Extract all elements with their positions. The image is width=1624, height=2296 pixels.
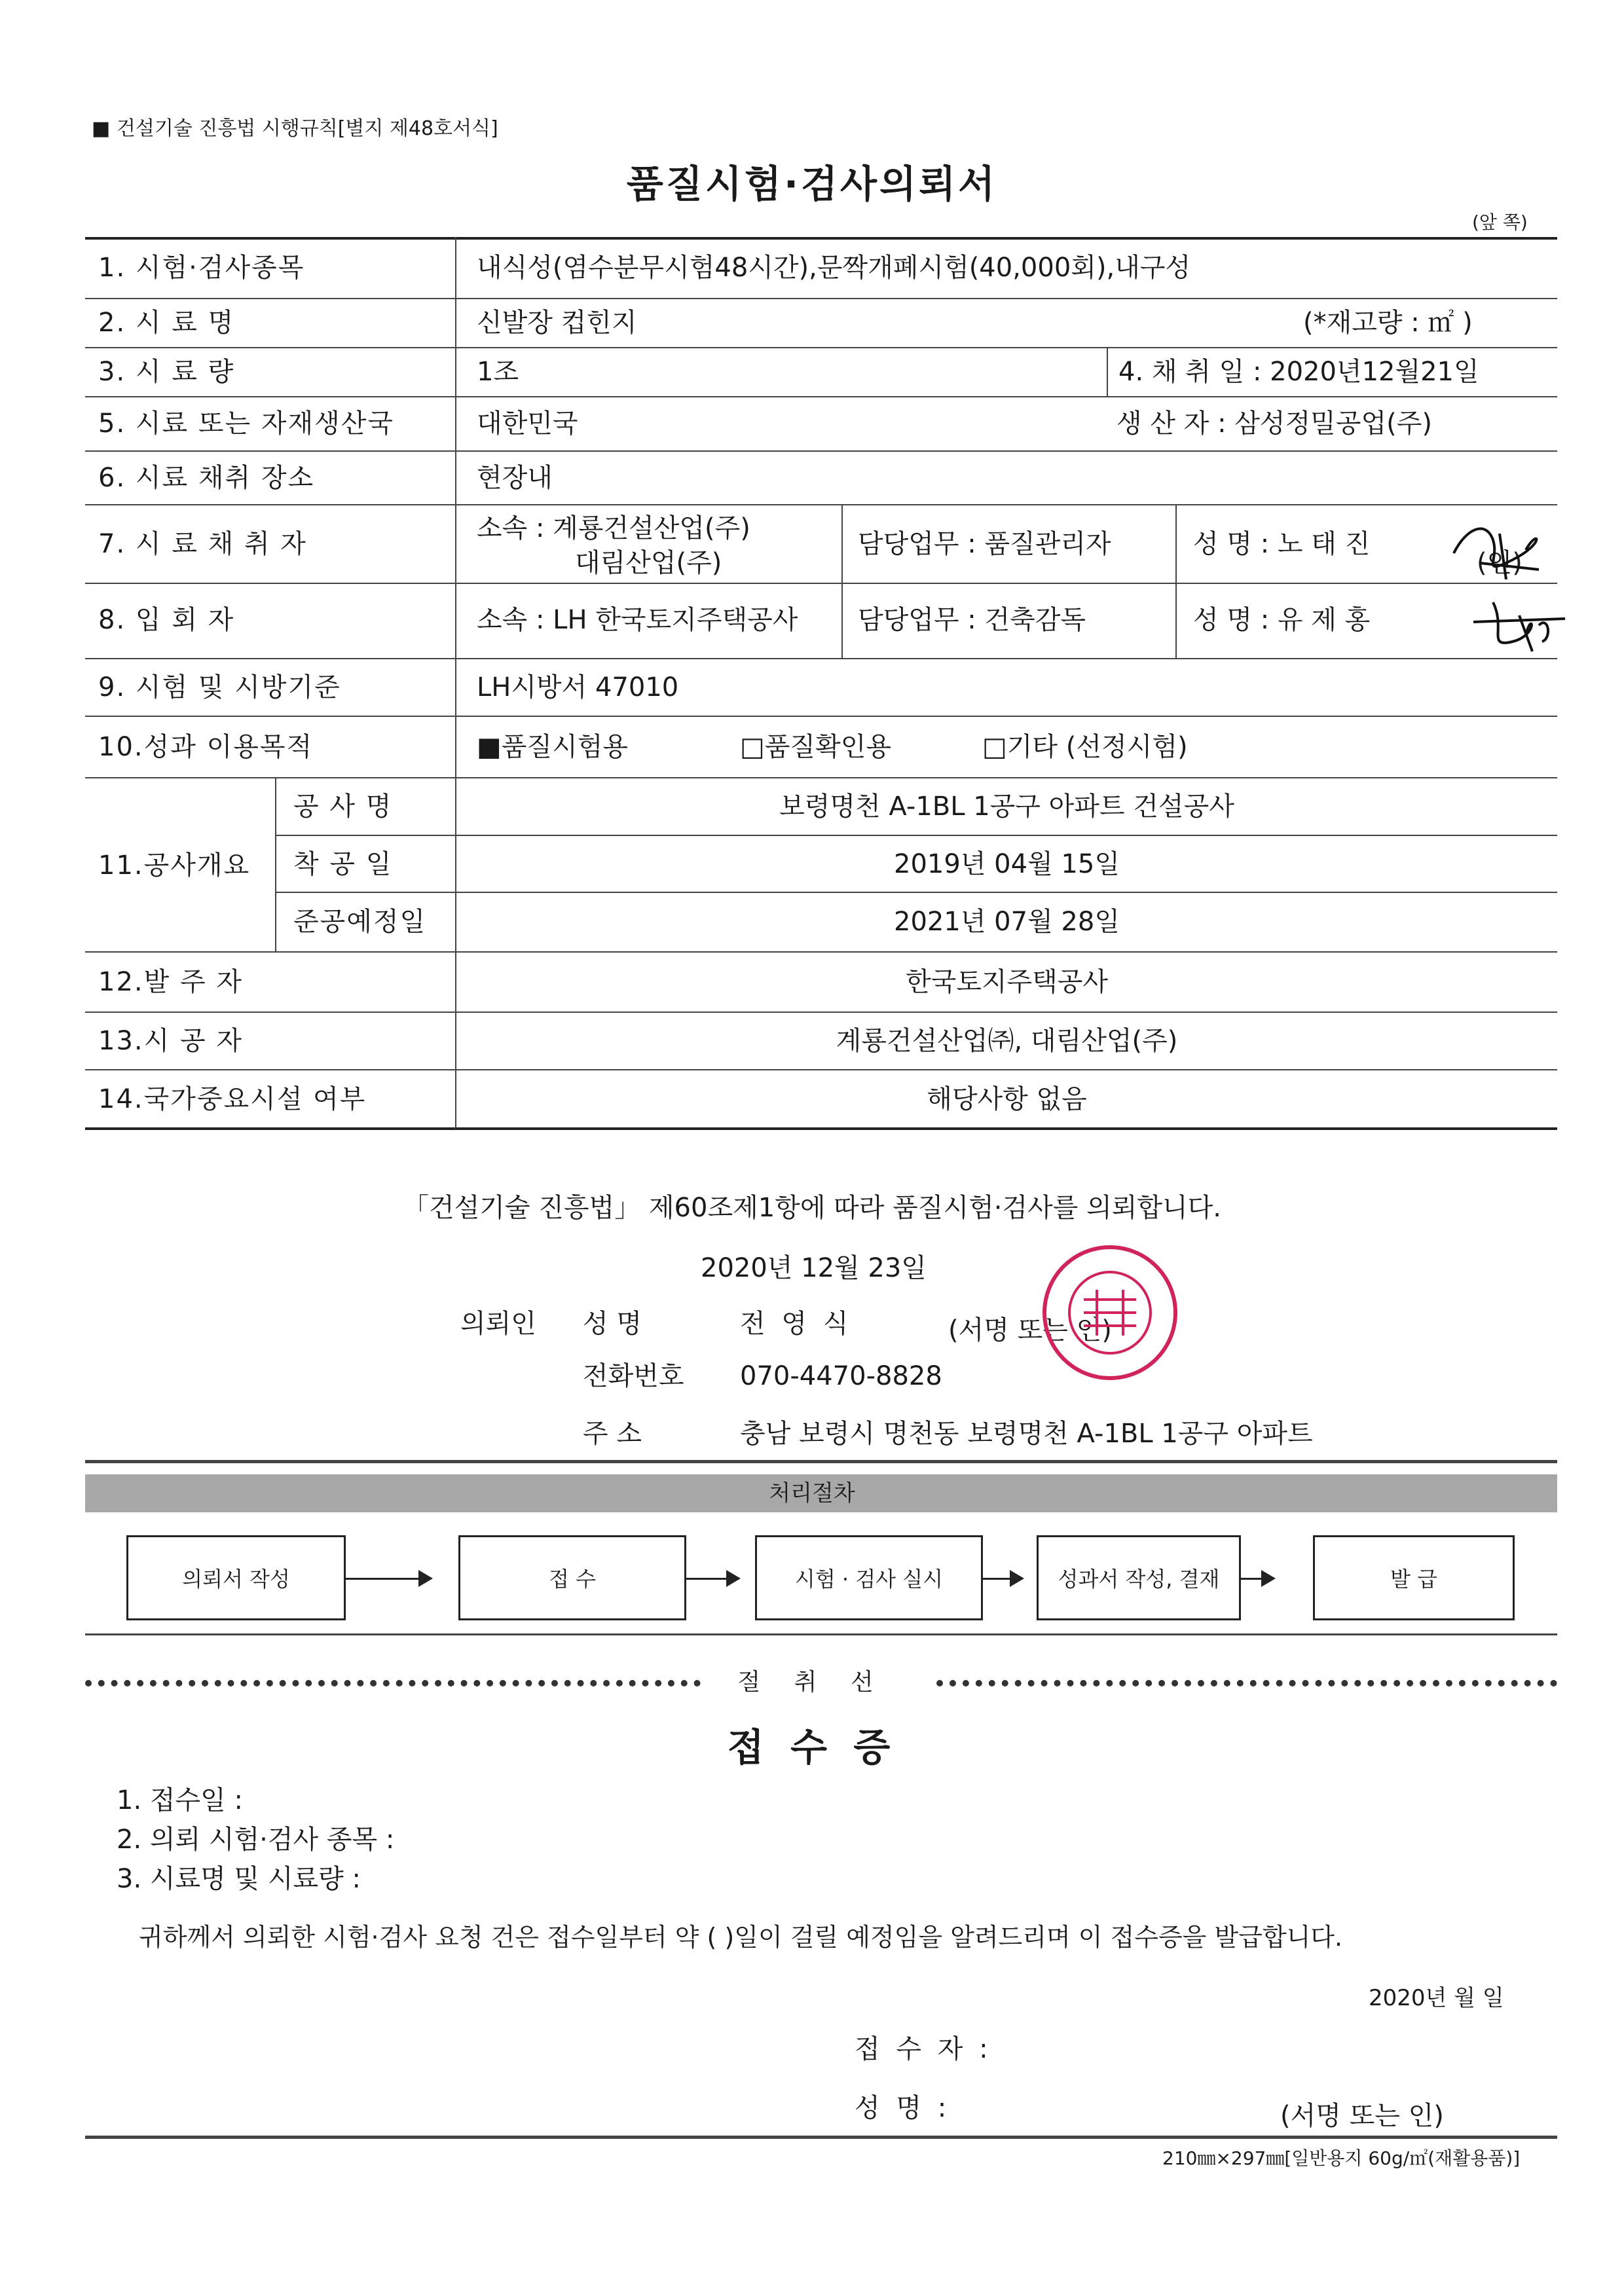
collector-seal-mark: (인) xyxy=(1477,548,1522,578)
receipt-item-date: 1. 접수일 : xyxy=(117,1785,243,1815)
collection-place-value: 현장내 xyxy=(477,463,553,493)
request-date: 2020년 12월 23일 xyxy=(701,1253,927,1283)
test-items-value: 내식성(염수분무시험48시간),문짝개폐시험(40,000회),내구성 xyxy=(477,253,1191,283)
witness-affiliation: 소속 : LH 한국토지주택공사 xyxy=(477,605,798,635)
cut-line-label: 절 취 선 xyxy=(737,1669,887,1696)
receipt-item-test-type: 2. 의뢰 시험·검사 종목 : xyxy=(117,1825,395,1855)
start-date-label: 착 공 일 xyxy=(293,849,393,879)
requester-sign-note: (서명 또는 인) xyxy=(948,1315,1112,1345)
producer-value: 생 산 자 : 삼성정밀공업(주) xyxy=(1116,409,1432,439)
step-report-approval: 성과서 작성, 결재 xyxy=(1037,1535,1241,1620)
row14-label: 14.국가중요시설 여부 xyxy=(98,1084,367,1114)
purpose-other: □기타 (선정시험) xyxy=(982,732,1188,762)
collector-name: 성 명 : 노 태 진 xyxy=(1193,529,1371,559)
row2-label: 2. 시 료 명 xyxy=(98,308,235,338)
step-reception: 접 수 xyxy=(458,1535,686,1620)
procedure-title: 처리절차 xyxy=(769,1480,855,1506)
requester-name-value: 전 영 식 xyxy=(740,1309,853,1339)
receiver-label: 접 수 자 : xyxy=(855,2034,992,2064)
completion-date-label: 준공예정일 xyxy=(293,907,427,937)
address-value: 충남 보령시 명천동 보령명천 A-1BL 1공구 아파트 xyxy=(740,1419,1313,1449)
contractor-value: 계룡건설산업㈜, 대림산업(주) xyxy=(836,1026,1178,1056)
project-name-value: 보령명천 A-1BL 1공구 아파트 건설공사 xyxy=(779,792,1234,822)
sample-name-value: 신발장 컵힌지 xyxy=(477,308,637,338)
paper-spec-footer: 210㎜×297㎜[일반용지 60g/㎡(재활용품)] xyxy=(1162,2147,1521,2169)
sample-quantity-value: 1조 xyxy=(477,357,519,387)
origin-country-value: 대한민국 xyxy=(477,409,578,439)
receipt-sign-note: (서명 또는 인) xyxy=(1280,2101,1444,2131)
client-value: 한국토지주택공사 xyxy=(905,967,1109,997)
requester-label: 의뢰인 xyxy=(460,1309,536,1339)
receipt-title: 접 수 증 xyxy=(727,1725,897,1770)
address-label: 주 소 xyxy=(583,1419,642,1449)
receipt-item-sample: 3. 시료명 및 시료량 : xyxy=(117,1864,361,1894)
collector-duty: 담당업무 : 품질관리자 xyxy=(858,529,1111,559)
spec-standard-value: LH시방서 47010 xyxy=(477,672,679,702)
receipt-date: 2020년 월 일 xyxy=(1369,1985,1504,2011)
front-side-note: (앞 쪽) xyxy=(1472,211,1528,233)
row8-label: 8. 입 회 자 xyxy=(98,605,235,635)
stock-quantity-note: (*재고량 : ㎡ ) xyxy=(1303,308,1473,338)
row9-label: 9. 시험 및 시방기준 xyxy=(98,672,341,702)
start-date-value: 2019년 04월 15일 xyxy=(894,849,1120,879)
phone-label: 전화번호 xyxy=(583,1361,684,1391)
step-request-writing: 의뢰서 작성 xyxy=(126,1535,346,1620)
receipt-notice: 귀하께서 의뢰한 시험·검사 요청 건은 접수일부터 약 ( )일이 걸릴 예정임을 알려드리며 이 접수증을 발급합니다. xyxy=(139,1923,1343,1952)
collector-signature xyxy=(1441,514,1552,586)
row5-label: 5. 시료 또는 자재생산국 xyxy=(98,409,395,439)
row10-label: 10.성과 이용목적 xyxy=(98,732,314,762)
witness-name: 성 명 : 유 제 홍 xyxy=(1193,605,1371,635)
witness-duty: 담당업무 : 건축감독 xyxy=(858,605,1086,635)
page-title: 품질시험·검사의뢰서 xyxy=(626,162,998,206)
step-issuance: 발 급 xyxy=(1313,1535,1515,1620)
phone-value: 070-4470-8828 xyxy=(740,1361,942,1391)
collection-date: 4. 채 취 일 : 2020년12월21일 xyxy=(1118,357,1479,387)
row6-label: 6. 시료 채취 장소 xyxy=(98,463,315,493)
step-test-inspection: 시험 · 검사 실시 xyxy=(755,1535,983,1620)
company-seal-stamp xyxy=(1038,1241,1182,1385)
completion-date-value: 2021년 07월 28일 xyxy=(894,907,1120,937)
project-name-label: 공 사 명 xyxy=(293,792,393,822)
form-reference: ■ 건설기술 진흥법 시행규칙[별지 제48호서식] xyxy=(92,117,498,140)
receipt-name-label: 성 명 : xyxy=(855,2093,951,2123)
witness-signature xyxy=(1460,589,1572,655)
row12-label: 12.발 주 자 xyxy=(98,967,243,997)
row1-label: 1. 시험·검사종목 xyxy=(98,253,305,283)
row13-label: 13.시 공 자 xyxy=(98,1026,243,1056)
request-statement: 「건설기술 진흥법」 제60조제1항에 따라 품질시험·검사를 의뢰합니다. xyxy=(403,1193,1221,1223)
purpose-quality-check: □품질확인용 xyxy=(740,732,891,762)
requester-name-label: 성 명 xyxy=(583,1309,642,1339)
row11-label: 11.공사개요 xyxy=(98,850,251,881)
collector-affiliation-1: 소속 : 계룡건설산업(주) xyxy=(477,513,750,543)
row7-label: 7. 시 료 채 취 자 xyxy=(98,529,307,559)
row3-label: 3. 시 료 량 xyxy=(98,357,235,387)
national-facility-value: 해당사항 없음 xyxy=(927,1084,1087,1114)
purpose-quality-test: ■품질시험용 xyxy=(477,732,628,762)
collector-affiliation-2: 대림산업(주) xyxy=(575,548,722,578)
